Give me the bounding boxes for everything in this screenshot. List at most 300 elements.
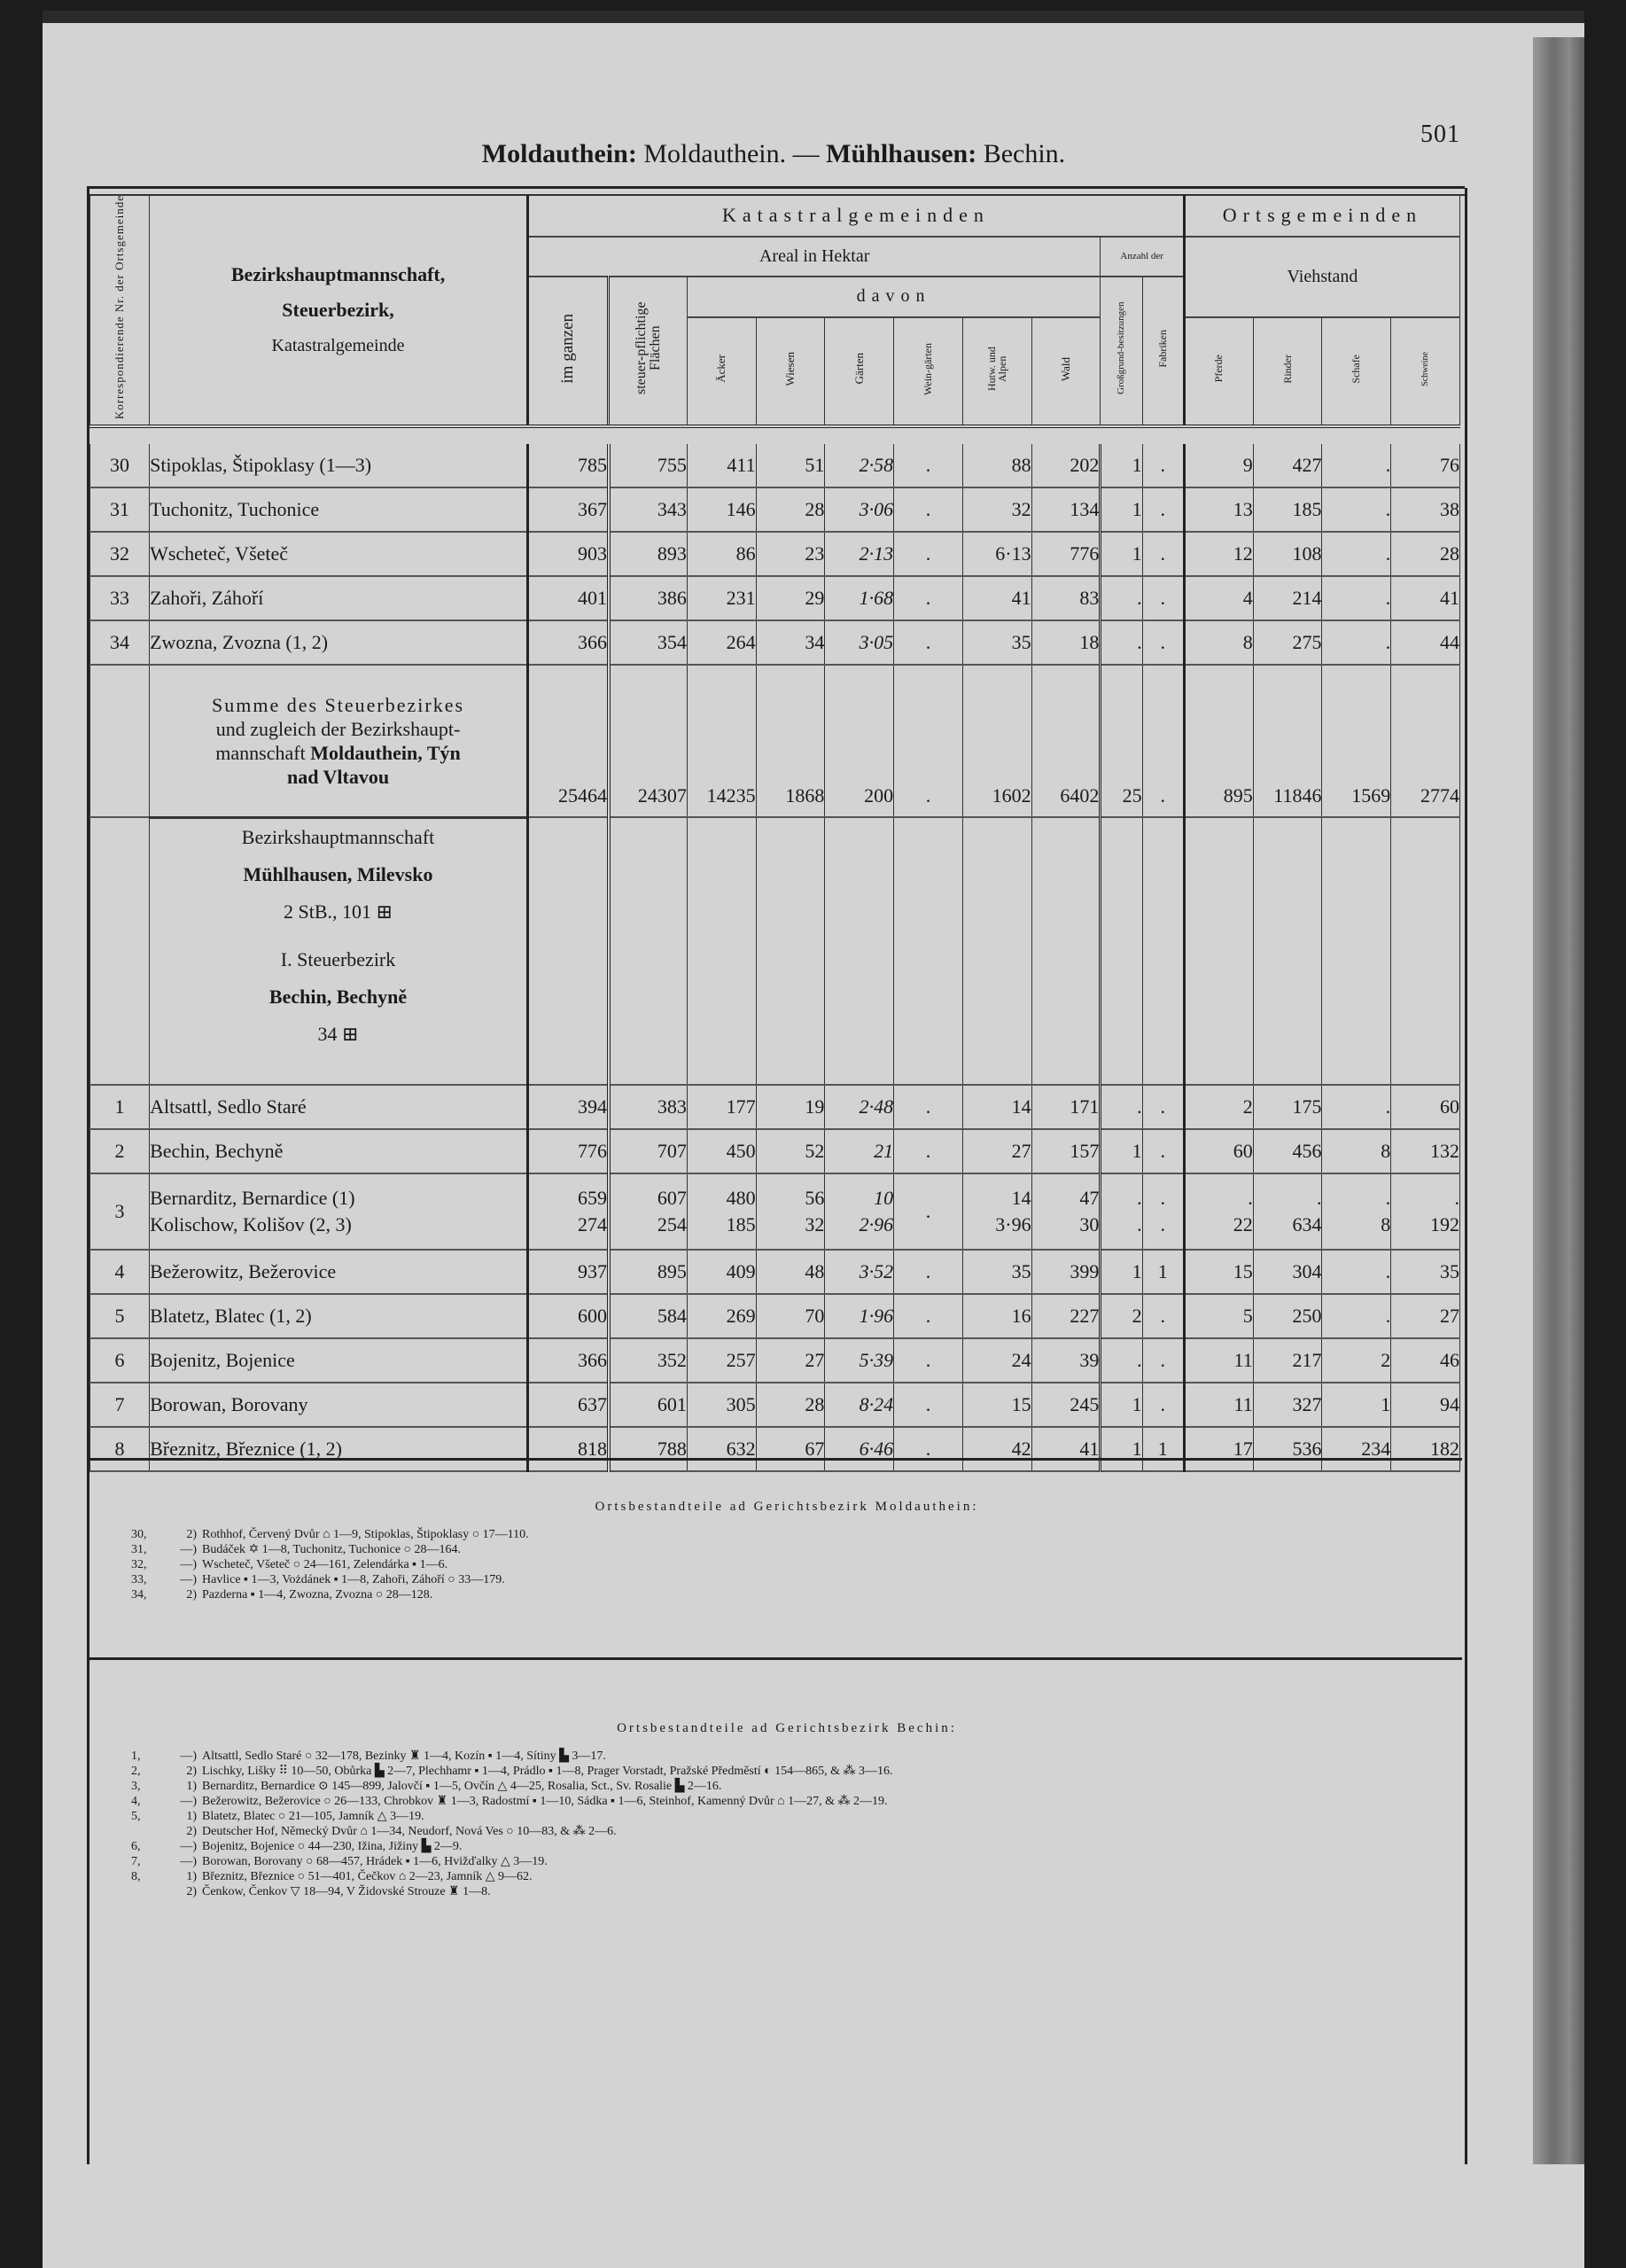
cell-wiesen: 27	[756, 1338, 825, 1383]
header-schafe: Schafe	[1322, 317, 1391, 426]
footnote-ref-number: 31,	[131, 1543, 147, 1556]
cell-gaerten: 1·68	[825, 576, 894, 620]
footnote-key: 1)	[186, 1870, 197, 1883]
footnote-line	[131, 1854, 1443, 1869]
footnote-key: —)	[180, 1855, 197, 1868]
cell-rinder: 456	[1253, 1129, 1322, 1173]
cadastral-community-name: Bechin, Bechyně	[150, 1129, 528, 1173]
footnote-key: —)	[180, 1840, 197, 1853]
cell-aecker: 86	[687, 532, 756, 576]
cell-steuer: 893	[609, 532, 687, 576]
row-number: 5	[90, 1294, 150, 1338]
footnote-text: Bernarditz, Bernardice ⊙ 145—899, Jalovčí ▪ 1—5, Ovčín △ 4—25, Rosalia, Sct., Sv. Rosalie ▙ 2—16.	[202, 1780, 722, 1793]
footnote-text: Pazderna ▪ 1—4, Zwozna, Zvozna ○ 28—128.	[202, 1588, 433, 1602]
cell-wald: 202	[1031, 444, 1101, 487]
cell-wald: 245	[1031, 1383, 1101, 1427]
footnote-ref-number: 6,	[131, 1840, 141, 1853]
footnote-key: 1)	[186, 1810, 197, 1823]
cell-ganzen: 366	[527, 1338, 608, 1383]
sum-hutw: 1602	[962, 665, 1031, 817]
sum-rinder: 11846	[1253, 665, 1322, 817]
statistics-table	[89, 195, 1460, 1472]
cell-wald: 399	[1031, 1250, 1101, 1294]
cell-schafe: .	[1322, 1250, 1391, 1294]
table-row	[90, 1085, 1460, 1129]
cell-wein: .	[894, 576, 963, 620]
book-binding-shadow	[1533, 37, 1584, 2164]
cell-schafe: .	[1322, 1294, 1391, 1338]
cell-fabr	[1142, 1173, 1184, 1250]
table-row	[90, 532, 1460, 576]
cell-aecker: 269	[687, 1294, 756, 1338]
cell-schweine: 132	[1391, 1129, 1460, 1173]
cell-wiesen: 23	[756, 532, 825, 576]
cell-pferde	[1184, 1173, 1253, 1250]
footnote-key: —)	[180, 1558, 197, 1571]
cell-schweine: 38	[1391, 487, 1460, 532]
cell-pferde-1: .	[1248, 1187, 1253, 1210]
cell-gross: 1	[1101, 532, 1142, 576]
footnotes-moldauthein-title: Ortsbestandteile ad Gerichtsbezirk Moldauthein:	[595, 1500, 979, 1514]
footnote-key: —)	[180, 1543, 197, 1556]
footnote-line	[131, 1572, 1443, 1587]
cell-rinder: 175	[1253, 1085, 1322, 1129]
footnote-text: Blatetz, Blatec ○ 21—105, Jamník △ 3—19.	[202, 1810, 424, 1823]
cell-aecker: 409	[687, 1250, 756, 1294]
cadastral-community-name: Borowan, Borovany	[150, 1383, 528, 1427]
cell-wein: .	[894, 532, 963, 576]
cadastral-community-name	[150, 1173, 528, 1250]
footnotes-bechin-title: Ortsbestandteile ad Gerichtsbezirk Bechin:	[617, 1721, 957, 1735]
cell-hutw: 42	[962, 1427, 1031, 1471]
footnote-text: Čenkow, Čenkov ▽ 18—94, V Židovské Strouze ♜ 1—8.	[202, 1885, 491, 1898]
header-aecker: Äcker	[687, 317, 756, 426]
table-row	[90, 620, 1460, 665]
cell-ganzen	[527, 1173, 608, 1250]
row-number: 32	[90, 532, 150, 576]
cell-gaerten: 1·96	[825, 1294, 894, 1338]
cell-schweine-2: 192	[1429, 1213, 1459, 1236]
cell-wald	[1031, 1173, 1101, 1250]
table-row	[90, 1294, 1460, 1338]
cell-wein	[894, 1173, 963, 1250]
table-row	[90, 1173, 1460, 1250]
footnote-text: Deutscher Hof, Německý Dvůr ⌂ 1—34, Neudorf, Nová Ves ○ 10—83, & ⁂ 2—6.	[202, 1825, 617, 1838]
cell-aecker: 231	[687, 576, 756, 620]
footnote-separator	[87, 1657, 1462, 1664]
cadastral-community-name: Wscheteč, Všeteč	[150, 532, 528, 576]
cadastral-community-name: Zwozna, Zvozna (1, 2)	[150, 620, 528, 665]
page-number: 501	[1420, 121, 1460, 148]
cell-wiesen: 28	[756, 487, 825, 532]
cell-wiesen: 70	[756, 1294, 825, 1338]
cell-aecker: 305	[687, 1383, 756, 1427]
table-row	[90, 487, 1460, 532]
cell-schweine: 35	[1391, 1250, 1460, 1294]
sum-wein: .	[894, 665, 963, 817]
row-number: 34	[90, 620, 150, 665]
cell-rinder: 427	[1253, 444, 1322, 487]
cadastral-community-name: Stipoklas, Štipoklasy (1—3)	[150, 444, 528, 487]
cell-pferde: 15	[1184, 1250, 1253, 1294]
cell-ganzen: 818	[527, 1427, 608, 1471]
cell-gaerten: 3·06	[825, 487, 894, 532]
cell-hutw: 32	[962, 487, 1031, 532]
footnote-key: 1)	[186, 1780, 197, 1793]
footnote-ref-number: 3,	[131, 1780, 141, 1793]
cell-rinder: 536	[1253, 1427, 1322, 1471]
footnote-key: —)	[180, 1795, 197, 1808]
cell-aecker: 257	[687, 1338, 756, 1383]
cell-fabr: .	[1142, 576, 1184, 620]
sum-gaerten: 200	[825, 665, 894, 817]
cell-wald: 18	[1031, 620, 1101, 665]
cell-ganzen: 367	[527, 487, 608, 532]
running-head-court-1: Moldauthein. —	[636, 139, 827, 168]
cell-gross: 1	[1101, 487, 1142, 532]
footnote-text: Borowan, Borovany ○ 68—457, Hrádek ▪ 1—6, Hvižďalky △ 3—19.	[202, 1855, 548, 1868]
row-number: 31	[90, 487, 150, 532]
cell-rinder: 217	[1253, 1338, 1322, 1383]
cell-wiesen	[756, 1173, 825, 1250]
cell-steuer: 584	[609, 1294, 687, 1338]
table-row	[90, 1250, 1460, 1294]
cell-wein: .	[894, 1294, 963, 1338]
cell-gross-1: .	[1137, 1187, 1142, 1210]
cell-fabr: .	[1142, 532, 1184, 576]
cell-wald: 41	[1031, 1427, 1101, 1471]
cell-schafe: 234	[1322, 1427, 1391, 1471]
footnote-ref-number: 5,	[131, 1810, 141, 1823]
cell-hutw: 6·13	[962, 532, 1031, 576]
header-corresponding-nr: Korrespondierende Nr. der Ortsgemeinde	[90, 195, 150, 426]
cell-fabr: .	[1142, 487, 1184, 532]
header-pferde: Pferde	[1184, 317, 1253, 426]
running-head	[43, 139, 1505, 169]
cell-gross: .	[1101, 1338, 1142, 1383]
sum-im-ganzen: 25464	[527, 665, 608, 817]
header-im-ganzen: im ganzen	[527, 277, 608, 427]
cell-wiesen: 48	[756, 1250, 825, 1294]
footnote-ref-number: 34,	[131, 1588, 147, 1602]
cell-schweine: 27	[1391, 1294, 1460, 1338]
cell-gaerten: 21	[825, 1129, 894, 1173]
district-block-label: Bezirkshauptmannschaft Mühlhausen, Milevsko 2 StB., 101 ⊞ I. Steuerbezirk Bechin, Bechyně 34 ⊞	[150, 817, 528, 1085]
footnote-line	[131, 1869, 1443, 1884]
cell-wald: 776	[1031, 532, 1101, 576]
cell-wald-1: 47	[1079, 1187, 1100, 1210]
cell-rinder: 185	[1253, 487, 1322, 532]
header-grossgrund: Großgrund-besitzungen	[1101, 277, 1142, 427]
cell-wein: .	[894, 1427, 963, 1471]
cell-steuer: 343	[609, 487, 687, 532]
cell-schafe: .	[1322, 620, 1391, 665]
cell-wein: .	[894, 1383, 963, 1427]
cell-hutw: 88	[962, 444, 1031, 487]
cell-ganzen: 394	[527, 1085, 608, 1129]
footnote-key: —)	[180, 1750, 197, 1763]
cell-hutw: 27	[962, 1129, 1031, 1173]
cell-pferde: 17	[1184, 1427, 1253, 1471]
cell-steuer: 707	[609, 1129, 687, 1173]
cell-schafe: 8	[1322, 1129, 1391, 1173]
sum-aecker: 14235	[687, 665, 756, 817]
cadastral-community-name: Zahoři, Záhoří	[150, 576, 528, 620]
cell-wald-2: 30	[1079, 1213, 1100, 1236]
footnote-line	[131, 1527, 1443, 1542]
cell-fabr: .	[1142, 444, 1184, 487]
cell-gross-2: .	[1137, 1213, 1142, 1236]
cell-steuer	[609, 1173, 687, 1250]
cell-gaerten-2: 2·96	[859, 1213, 894, 1236]
cell-ganzen: 785	[527, 444, 608, 487]
cell-fabr-2: .	[1160, 1213, 1166, 1236]
footnote-text: Rothhof, Červený Dvůr ⌂ 1—9, Stipoklas, Štipoklasy ○ 17—110.	[202, 1528, 529, 1541]
cadastral-community-name-2: Kolischow, Kolišov (2, 3)	[150, 1213, 352, 1236]
sum-wiesen: 1868	[756, 665, 825, 817]
cell-fabr-1: .	[1160, 1187, 1166, 1210]
sum-schweine: 2774	[1391, 665, 1460, 817]
footnote-line	[131, 1884, 1443, 1899]
cell-gross: 1	[1101, 1383, 1142, 1427]
cell-hutw	[962, 1173, 1031, 1250]
cadastral-community-name: Blatetz, Blatec (1, 2)	[150, 1294, 528, 1338]
cell-pferde: 2	[1184, 1085, 1253, 1129]
sum-pferde: 895	[1184, 665, 1253, 817]
cell-ganzen: 903	[527, 532, 608, 576]
footnote-ref-number: 33,	[131, 1573, 147, 1586]
cell-wein: .	[894, 1250, 963, 1294]
cell-aecker: 450	[687, 1129, 756, 1173]
cell-schweine: 60	[1391, 1085, 1460, 1129]
cell-schweine: 94	[1391, 1383, 1460, 1427]
cell-aecker: 177	[687, 1085, 756, 1129]
footnote-key: —)	[180, 1573, 197, 1586]
cell-fabr: .	[1142, 1383, 1184, 1427]
cell-schweine-1: .	[1454, 1187, 1459, 1210]
row-number: 8	[90, 1427, 150, 1471]
cell-gaerten	[825, 1173, 894, 1250]
cell-wiesen: 52	[756, 1129, 825, 1173]
cell-pferde: 13	[1184, 487, 1253, 532]
footnote-text: Bežerowitz, Bežerovice ○ 26—133, Chrobkov ♜ 1—3, Radostmí ▪ 1—10, Sádka ▪ 1—6, Steinhof, Kamenný Dvůr ⌂ 1—27, & ⁂ 2—19.	[202, 1795, 888, 1808]
cell-gaerten: 2·13	[825, 532, 894, 576]
cell-wald: 157	[1031, 1129, 1101, 1173]
cadastral-community-name: Bojenitz, Bojenice	[150, 1338, 528, 1383]
cell-wein: .	[894, 487, 963, 532]
footnote-ref-number: 4,	[131, 1795, 141, 1808]
footnote-line	[131, 1794, 1443, 1809]
cell-schafe: .	[1322, 1085, 1391, 1129]
cell-gross: .	[1101, 620, 1142, 665]
cell-steuer: 354	[609, 620, 687, 665]
cell-fabr: 1	[1142, 1250, 1184, 1294]
cell-schweine: 41	[1391, 576, 1460, 620]
cell-aecker: 411	[687, 444, 756, 487]
footnote-line	[131, 1557, 1443, 1572]
cell-gaerten: 3·52	[825, 1250, 894, 1294]
footnote-text: Bojenitz, Bojenice ○ 44—230, Ižina, Jižiny ▙ 2—9.	[202, 1840, 463, 1853]
footnote-text: Březnitz, Březnice ○ 51—401, Čečkov ⌂ 2—23, Jamník △ 9—62.	[202, 1870, 533, 1883]
document-page	[43, 11, 1584, 2268]
row-number: 30	[90, 444, 150, 487]
table-bottom-rule	[87, 1458, 1462, 1464]
cell-rinder: 108	[1253, 532, 1322, 576]
cell-schafe: 1	[1322, 1383, 1391, 1427]
cell-aecker-1: 480	[726, 1187, 756, 1210]
cell-hutw: 15	[962, 1383, 1031, 1427]
cadastral-community-name: Altsattl, Sedlo Staré	[150, 1085, 528, 1129]
cell-schweine	[1391, 1173, 1460, 1250]
footnote-text: Altsattl, Sedlo Staré ○ 32—178, Bezinky ♜ 1—4, Kozín ▪ 1—4, Sítiny ▙ 3—17.	[202, 1750, 606, 1763]
footnote-ref-number: 1,	[131, 1750, 141, 1763]
row-number: 33	[90, 576, 150, 620]
cell-wiesen: 67	[756, 1427, 825, 1471]
cell-gross: .	[1101, 1085, 1142, 1129]
cell-wein: .	[894, 1338, 963, 1383]
cell-wald: 227	[1031, 1294, 1101, 1338]
footnote-key: 2)	[186, 1885, 197, 1898]
cell-wiesen: 29	[756, 576, 825, 620]
cell-hutw-1: 14	[1011, 1187, 1031, 1210]
cell-steuer: 755	[609, 444, 687, 487]
cell-wiesen: 51	[756, 444, 825, 487]
footnote-line	[131, 1764, 1443, 1779]
cell-rinder-1: .	[1316, 1187, 1322, 1210]
cell-steuer-2: 254	[657, 1213, 687, 1236]
table-row	[90, 444, 1460, 487]
footnote-ref-number: 7,	[131, 1855, 141, 1868]
cell-wiesen: 34	[756, 620, 825, 665]
footnote-line	[131, 1779, 1443, 1794]
footnote-line	[131, 1824, 1443, 1839]
cell-wald: 134	[1031, 487, 1101, 532]
row-number: 6	[90, 1338, 150, 1383]
cell-hutw-2: 3·96	[995, 1213, 1031, 1236]
header-schweine: Schweine	[1391, 317, 1460, 426]
cell-hutw: 35	[962, 1250, 1031, 1294]
cell-aecker	[687, 1173, 756, 1250]
cell-wald: 83	[1031, 576, 1101, 620]
cadastral-community-name-1: Bernarditz, Bernardice (1)	[150, 1187, 355, 1210]
cell-rinder: 327	[1253, 1383, 1322, 1427]
cell-wiesen: 19	[756, 1085, 825, 1129]
rows-bechin	[90, 1085, 1460, 1471]
table-row	[90, 1427, 1460, 1471]
footnote-line	[131, 1749, 1443, 1764]
header-wald: Wald	[1031, 317, 1101, 426]
row-number: 7	[90, 1383, 150, 1427]
cell-pferde: 9	[1184, 444, 1253, 487]
cell-pferde-2: 22	[1233, 1213, 1253, 1236]
cell-schafe	[1322, 1173, 1391, 1250]
table-row	[90, 1129, 1460, 1173]
cell-schweine: 76	[1391, 444, 1460, 487]
cell-wald: 39	[1031, 1338, 1101, 1383]
cell-ganzen: 637	[527, 1383, 608, 1427]
footnote-ref-number: 8,	[131, 1870, 141, 1883]
cell-rinder	[1253, 1173, 1322, 1250]
cell-fabr: .	[1142, 1294, 1184, 1338]
cell-rinder: 275	[1253, 620, 1322, 665]
running-head-district-2: Mühlhausen:	[826, 139, 977, 168]
summary-label: Summe des Steuerbezirkes und zugleich der Bezirkshaupt- mannschaft Moldauthein, Týn nad Vltavou	[150, 665, 528, 817]
rows-moldauthein	[90, 444, 1460, 665]
cell-gross: 2	[1101, 1294, 1142, 1338]
cell-ganzen: 600	[527, 1294, 608, 1338]
cell-hutw: 41	[962, 576, 1031, 620]
header-wiesen: Wiesen	[756, 317, 825, 426]
cell-pferde: 12	[1184, 532, 1253, 576]
footnote-line	[131, 1542, 1443, 1557]
cell-aecker-2: 185	[726, 1213, 756, 1236]
cell-hutw: 24	[962, 1338, 1031, 1383]
cell-wein: .	[894, 1129, 963, 1173]
footnote-text: Lischky, Lišky ⠿ 10—50, Obůrka ▙ 2—7, Plechhamr ▪ 1—4, Prádlo ▪ 1—8, Prager Vorstadt, Pražské Předměstí ◐ 154—865, & ⁂ 3—16.	[202, 1765, 893, 1778]
cell-steuer: 788	[609, 1427, 687, 1471]
running-head-court-2: Bechin.	[976, 139, 1066, 168]
cell-gaerten: 2·48	[825, 1085, 894, 1129]
cell-schafe: .	[1322, 444, 1391, 487]
summary-row	[90, 665, 1460, 817]
scan-edge	[43, 11, 1584, 23]
table-row	[90, 1338, 1460, 1383]
cell-gross	[1101, 1173, 1142, 1250]
cell-ganzen-2: 274	[577, 1213, 607, 1236]
cell-hutw: 35	[962, 620, 1031, 665]
cell-aecker: 146	[687, 487, 756, 532]
footnote-ref-number: 32,	[131, 1558, 147, 1571]
footnote-line	[131, 1587, 1443, 1602]
footnote-line	[131, 1839, 1443, 1854]
cell-gaerten: 5·39	[825, 1338, 894, 1383]
footnotes-bechin	[131, 1721, 1443, 1899]
header-ortsgemeinden: Ortsgemeinden	[1184, 195, 1459, 237]
cell-aecker: 264	[687, 620, 756, 665]
header-katastralgemeinden: Katastralgemeinden	[527, 195, 1184, 237]
cell-steuer: 386	[609, 576, 687, 620]
cell-gross: .	[1101, 576, 1142, 620]
header-anzahl: Anzahl der	[1101, 237, 1185, 277]
footnotes-moldauthein	[131, 1500, 1443, 1602]
cell-pferde: 11	[1184, 1383, 1253, 1427]
cell-schweine: 44	[1391, 620, 1460, 665]
cell-gross: 1	[1101, 1427, 1142, 1471]
cell-ganzen: 776	[527, 1129, 608, 1173]
cell-gaerten: 2·58	[825, 444, 894, 487]
sum-fabr: .	[1142, 665, 1184, 817]
cell-gross: 1	[1101, 1129, 1142, 1173]
cell-steuer-1: 607	[657, 1187, 687, 1210]
cell-gaerten-1: 10	[874, 1187, 894, 1210]
header-areal: Areal in Hektar	[527, 237, 1100, 277]
cell-rinder: 304	[1253, 1250, 1322, 1294]
cadastral-community-name: Tuchonitz, Tuchonice	[150, 487, 528, 532]
cell-wiesen: 28	[756, 1383, 825, 1427]
cell-wein: .	[894, 620, 963, 665]
sum-schafe: 1569	[1322, 665, 1391, 817]
cell-steuer: 352	[609, 1338, 687, 1383]
cell-schafe-2: 8	[1381, 1213, 1391, 1236]
sum-wald: 6402	[1031, 665, 1101, 817]
sum-steuer: 24307	[609, 665, 687, 817]
header-fabriken: Fabriken	[1142, 277, 1184, 427]
cell-ganzen-1: 659	[577, 1187, 607, 1210]
header-viehstand: Viehstand	[1184, 237, 1459, 317]
cell-fabr: .	[1142, 1338, 1184, 1383]
cell-gaerten: 3·05	[825, 620, 894, 665]
table-row	[90, 1383, 1460, 1427]
